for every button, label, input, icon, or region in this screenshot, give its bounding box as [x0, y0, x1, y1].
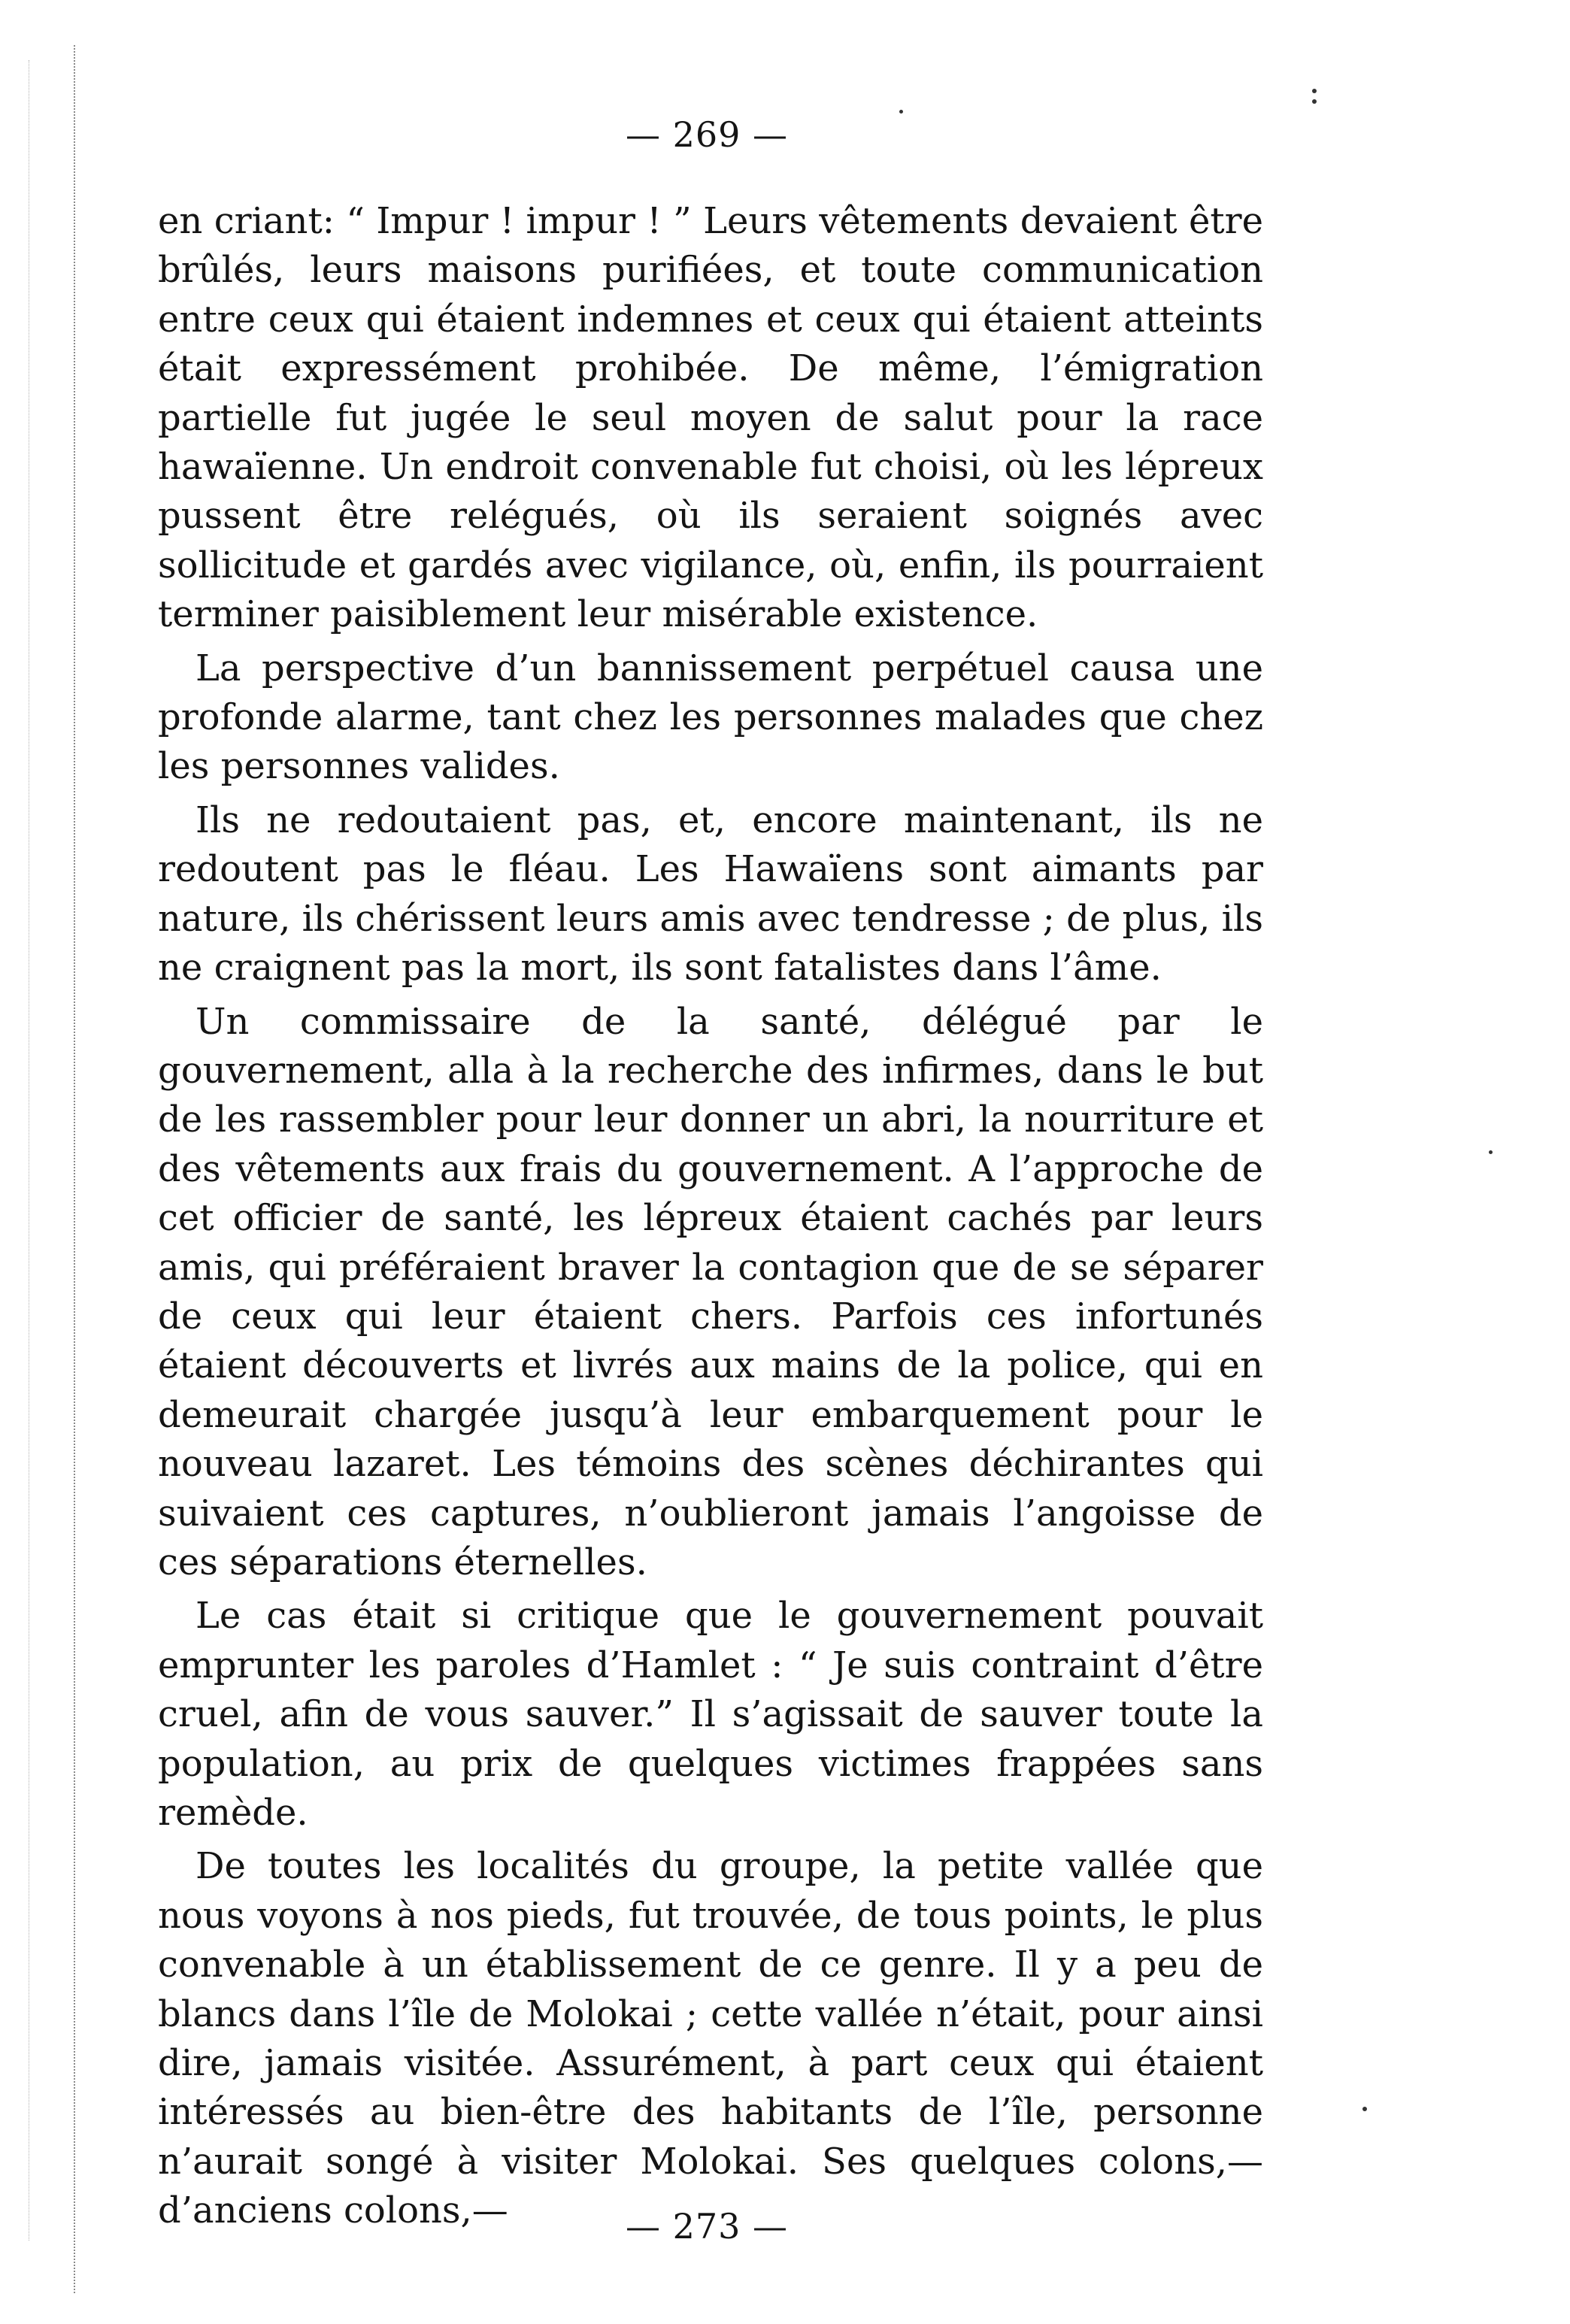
paragraph-6: De toutes les localités du groupe, la petite vallée que nous voyons à nos pieds, fut trouvée, de tous points, le plus convenable à un établissement de ce genre. Il y a peu de blancs dans l’île de Molokai ; cette vallée n’était, pour ainsi dire, jamais visitée. Assurément, à part ceux qui étaient intéressés au bien-être des habitants de l’île, personne n’aurait songé à visiter Molokai. Ses quelques colons,—d’anciens colons,— [158, 1845, 1263, 2232]
paragraph-4: Un commissaire de la santé, délégué par le gouvernement, alla à la recherche des infirmes, dans le but de les rassembler pour leur donner un abri, la nourriture et des vêtements aux frais du gouvernement. A l’approche de cet officier de santé, les lépreux étaient cachés par leurs amis, qui préféraient braver la contagion que de se séparer de ceux qui leur étaient chers. Parfois ces infortunés étaient découverts et livrés aux mains de la police, qui en demeurait chargée jusqu’à leur embarquement pour le nouveau lazaret. Les témoins des scènes déchirantes qui suivaient ces captures, n’oublieront jamais l’angoisse de ces séparations éternelles. [158, 1000, 1263, 1583]
print-speck [899, 110, 903, 114]
page-number-top: — 269 — [625, 114, 789, 155]
paragraph-3: Ils ne redoutaient pas, et, encore maintenant, ils ne redoutent pas le fléau. Les Hawaïens sont aimants par nature, ils chérissent leurs amis avec tendresse ; de plus, ils ne craignent pas la mort, ils sont fatalistes dans l’âme. [158, 798, 1263, 989]
print-speck [1489, 1150, 1493, 1154]
print-speck [1362, 2107, 1367, 2111]
page-number-bottom: — 273 — [625, 2206, 789, 2247]
paragraph-2: La perspective d’un bannissement perpétuel causa une profonde alarme, tant chez les personnes malades que chez les personnes valides. [158, 647, 1263, 788]
paragraph-5: Le cas était si critique que le gouvernement pouvait emprunter les paroles d’Hamlet : “ Je suis contraint d’être cruel, afin de vous sauver.” Il s’agissait de sauver toute la population, au prix de quelques victimes frappées sans remède. [158, 1595, 1263, 1834]
body-text [158, 197, 1263, 2241]
print-speck [1312, 89, 1317, 93]
binding-gutter-edge-outer [29, 60, 37, 2241]
paragraph-1: en criant: “ Impur ! impur ! ” Leurs vêtements devaient être brûlés, leurs maisons purifiées, et toute communication entre ceux qui étaient indemnes et ceux qui étaient atteints était expressément prohibée. De même, l’émigration partielle fut jugée le seul moyen de salut pour la race hawaïenne. Un endroit convenable fut choisi, où les lépreux pussent être relégués, où ils seraient soignés avec sollicitude et gardés avec vigilance, où, enfin, ils pourraient terminer paisiblement leur misérable existence. [158, 200, 1263, 636]
print-speck [1312, 99, 1317, 104]
binding-gutter-edge [74, 45, 98, 2293]
